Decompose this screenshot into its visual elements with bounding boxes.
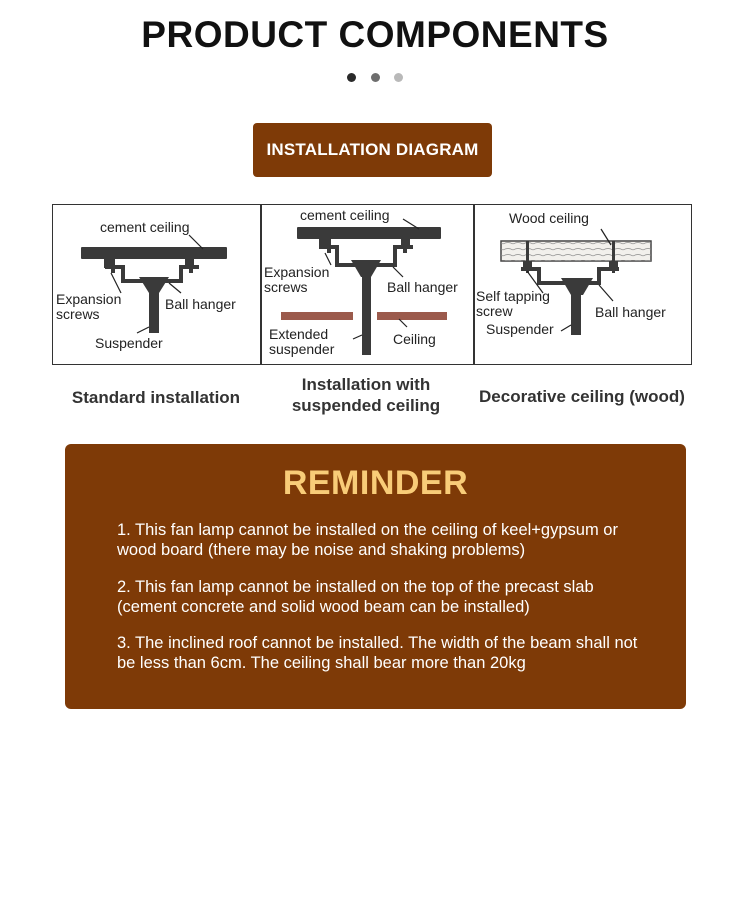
reminder-note-1: 1. This fan lamp cannot be installed on the ceiling of keel+gypsum or wood board (there may be noise and shaking problems) [117,521,618,559]
label-expansion-screws-1: Expansion screws [56,291,122,322]
label-ball-hanger-2: Ball hanger [387,279,458,295]
diagram-divider-1 [260,205,262,364]
installation-diagrams [52,204,692,365]
caption-standard-installation: Standard installation [71,388,241,407]
carousel-dot-3[interactable] [394,73,403,82]
label-cement-ceiling-2: cement ceiling [300,207,390,223]
reminder-panel [65,444,686,709]
label-suspender-1: Suspender [95,335,163,351]
reminder-note-3: 3. The inclined roof cannot be installed. The width of the beam shall not be less than 6cm. The ceiling shall bear more than 20kg [117,634,638,672]
label-suspender-3: Suspender [486,321,554,337]
carousel-dot-2[interactable] [371,73,380,82]
label-self-tapping-screw: Self tapping screw [476,288,550,319]
label-extended-suspender: Extended suspender [269,326,335,357]
label-cement-ceiling-1: cement ceiling [100,219,190,235]
caption-suspended-ceiling: Installation with suspended ceiling [291,375,441,415]
carousel-dot-1[interactable] [347,73,356,82]
installation-diagram-badge: INSTALLATION DIAGRAM [253,123,492,177]
label-wood-ceiling: Wood ceiling [509,210,589,226]
label-ball-hanger-3: Ball hanger [595,304,666,320]
label-ceiling-panel: Ceiling [393,331,436,347]
reminder-note-2: 2. This fan lamp cannot be installed on the top of the precast slab (cement concrete and solid wood beam can be installed) [117,578,594,616]
page-title: PRODUCT COMPONENTS [141,14,609,55]
carousel-dots[interactable] [0,69,750,87]
label-expansion-screws-2: Expansion screws [264,264,330,295]
reminder-title: REMINDER [282,464,469,502]
caption-wood-ceiling: Decorative ceiling (wood) [479,387,685,406]
label-ball-hanger-1: Ball hanger [165,296,236,312]
diagram-divider-2 [473,205,475,364]
